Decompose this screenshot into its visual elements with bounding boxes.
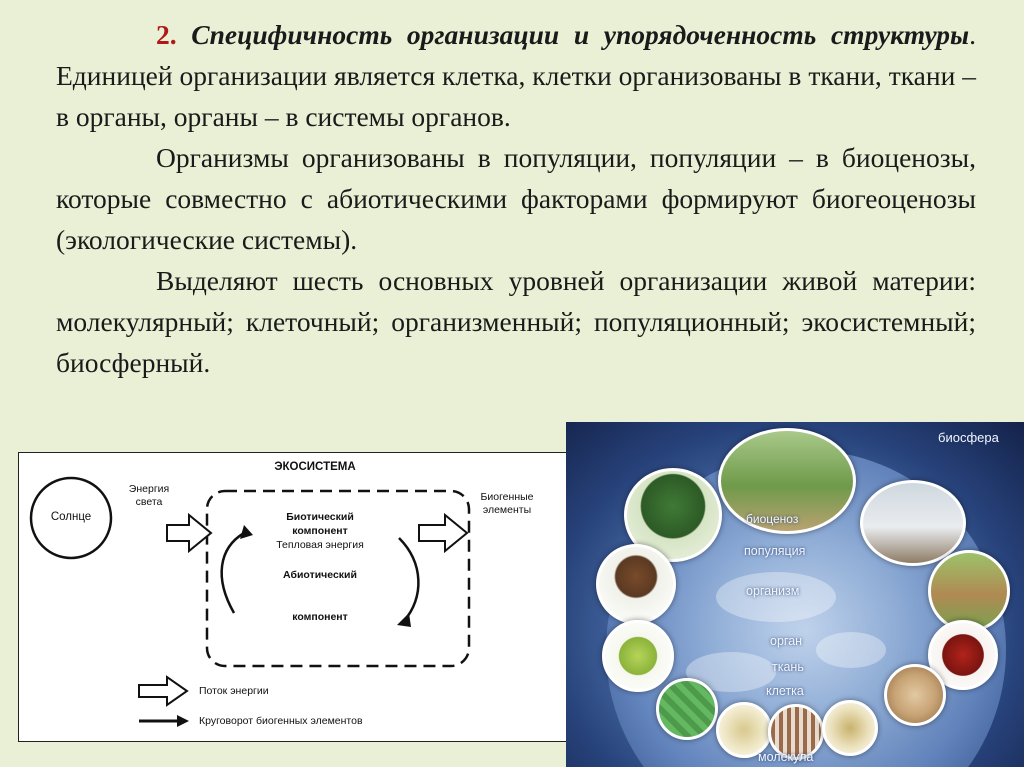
heat-energy-label: Тепловая энергия	[276, 539, 364, 551]
abiotic-label: Абиотический	[283, 569, 357, 581]
cycle-arrow-left-head	[240, 525, 253, 539]
light-energy-arrow	[167, 515, 211, 551]
cell-label: клетка	[766, 684, 804, 698]
molecule-label: молекула	[758, 750, 814, 764]
organ-label: орган	[770, 634, 803, 648]
biogenic-label-2: элементы	[482, 504, 532, 516]
biosphere-illustration	[566, 422, 1024, 767]
biosphere-label: биосфера	[938, 430, 999, 445]
output-arrow	[419, 515, 467, 551]
small-tree-image	[596, 544, 676, 624]
organism-label: организм	[746, 584, 800, 598]
cycle-arrow-left	[222, 533, 244, 613]
tissue-label: ткань	[772, 660, 804, 674]
cell-2-image	[822, 700, 878, 756]
paragraph-3: Выделяют шесть основных уровней организации живой материи: молекулярный; клеточный; организменный; популяционный; экосистемный; биосферный.	[56, 265, 976, 378]
abiotic-component-label: компонент	[292, 611, 348, 623]
ecosystem-title: ЭКОСИСТЕМА	[274, 461, 356, 473]
paragraph-1-text: . Единицей организации является клетка, клетки организованы в ткани, ткани – в органы, органы – в системы органов.	[56, 19, 976, 132]
light-energy-label-2: света	[135, 496, 163, 508]
cycle-arrow-right-head	[397, 613, 411, 627]
legend-cycle-label: Круговорот биогенных элементов	[199, 715, 363, 727]
bone-tissue-image	[884, 664, 946, 726]
biotic-label-2: компонент	[292, 525, 348, 537]
legend-energy-arrow	[139, 677, 187, 705]
cycle-arrow-right	[399, 538, 418, 621]
tissue-image	[656, 678, 718, 740]
legend-cycle-arrow-head	[177, 715, 189, 727]
section-number: 2.	[156, 19, 177, 50]
main-text	[56, 14, 976, 383]
biotic-label-1: Биотический	[286, 511, 354, 523]
leaf-image	[602, 620, 674, 692]
ecosystem-diagram	[18, 452, 568, 742]
population-label: популяция	[744, 544, 806, 558]
deer-herd-image	[860, 480, 966, 566]
paragraph-2: Организмы организованы в популяции, популяции – в биоценозы, которые совместно с абиотическими факторами формируют биогеоценозы (экологические системы).	[56, 142, 976, 255]
sun-label: Солнце	[50, 511, 92, 523]
section-heading: Специфичность организации и упорядоченность структуры	[191, 19, 970, 50]
biogenic-label-1: Биогенные	[480, 491, 534, 503]
legend-energy-label: Поток энергии	[199, 685, 269, 697]
cloud	[816, 632, 886, 668]
biocenosis-label: биоценоз	[746, 512, 799, 526]
paragraph-1	[56, 14, 976, 137]
light-energy-label-1: Энергия	[128, 483, 170, 495]
